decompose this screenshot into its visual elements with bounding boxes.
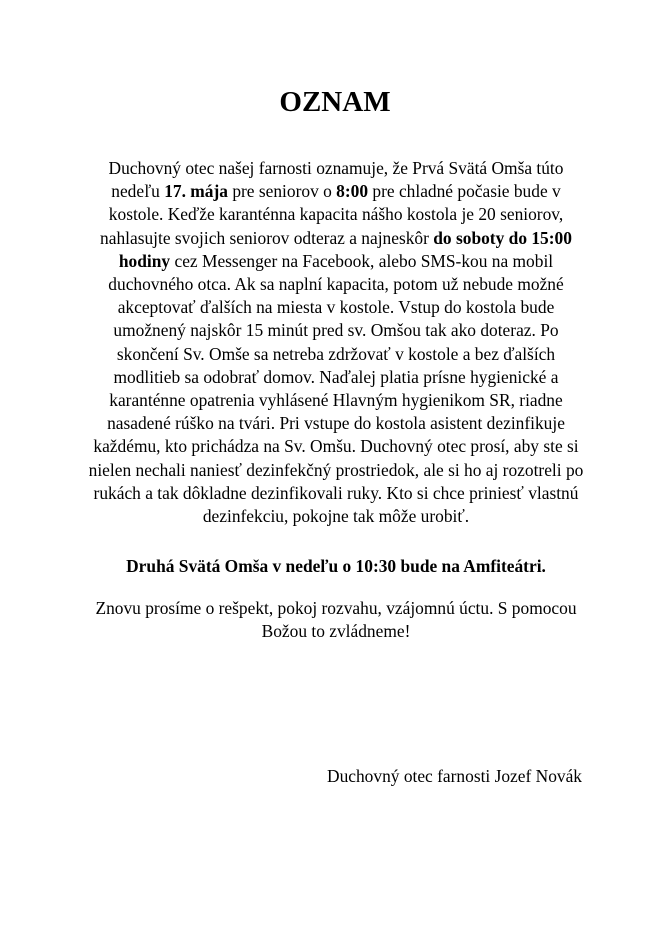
paragraph-text-2: pre seniorov o	[227, 181, 337, 202]
announcement-paragraph-main	[88, 157, 584, 528]
second-mass-notice: Druhá Svätá Omša v nedeľu o 10:30 bude na Amfiteátri.	[126, 556, 546, 576]
time-highlight: 8:00	[336, 181, 369, 202]
paragraph-text-3: pre chladné počasie bude v kostole. Keďže karanténna kapacita nášho kostola je 20 seniorov, nahlasujte svojich seniorov odteraz a najneskôr	[100, 181, 564, 248]
signature: Duchovný otec farnosti Jozef Novák	[327, 766, 582, 786]
closing-paragraph: Znovu prosíme o rešpekt, pokoj rozvahu, vzájomnú úctu. S pomocou Božou to zvládneme!	[95, 598, 577, 642]
date-highlight: 17. mája	[164, 181, 228, 202]
deadline-highlight: do soboty do 15:00 hodiny	[118, 227, 572, 271]
document-title: OZNAM	[279, 86, 391, 118]
paragraph-text-1: Duchovný otec našej farnosti oznamuje, že Prvá Svätá Omša túto nedeľu	[108, 158, 564, 202]
paragraph-text-4: cez Messenger na Facebook, alebo SMS-kou na mobil duchovného otca. Ak sa naplní kapacita, potom už nebude možné akceptovať ďalších na miesta v kostole. Vstup do kostola bude umožnený najskôr 15 minút pred sv. Omšou tak ako doteraz. Po skončení Sv. Omše sa netreba zdržovať v kostole a bez ďalších modlitieb sa odobrať domov. Naďalej platia prísne hygienické a karanténne opatrenia vyhlásené Hlavným hygienikom SR, riadne nasadené rúško na tvári. Pri vstupe do kostola asistent dezinfikuje každému, kto prichádza na Sv. Omšu. Duchovný otec prosí, aby ste si nielen nechali naniesť dezinfekčný prostriedok, ale si ho aj rozotreli po rukách a tak dôkladne dezinfikovali ruky. Kto si chce priniesť vlastnú dezinfekciu, pokojne tak môže urobiť.	[88, 250, 584, 527]
